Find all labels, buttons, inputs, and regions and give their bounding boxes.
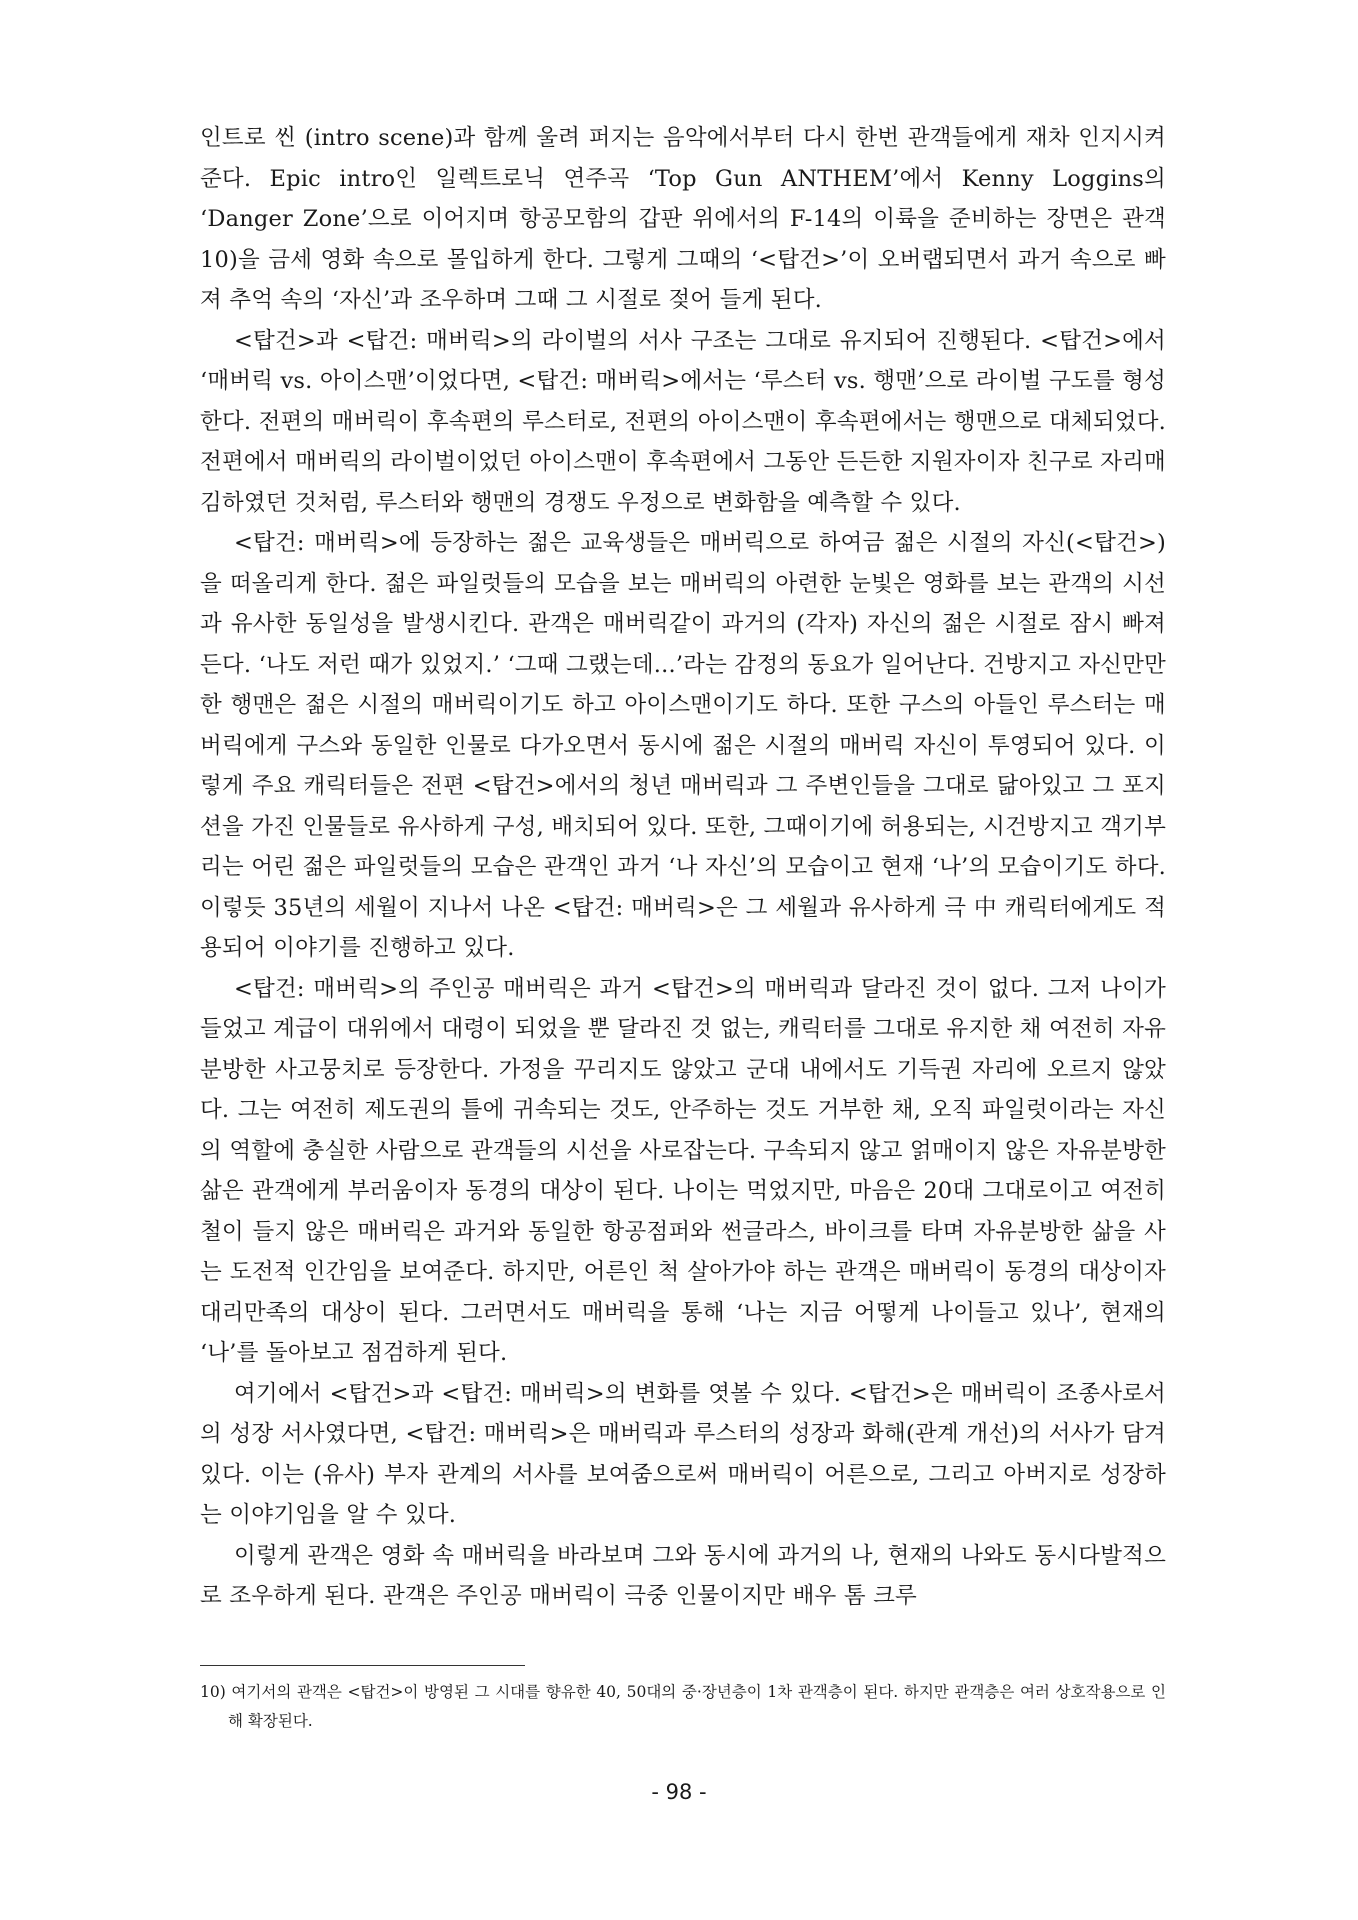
paragraph: <탑건>과 <탑건: 매버릭>의 라이벌의 서사 구조는 그대로 유지되어 진행된다. <탑건>에서 ‘매버릭 vs. 아이스맨’이었다면, <탑건: 매버릭>에서는 ‘루스터 vs. 행맨’으로 라이벌 구도를 형성한다. 전편의 매버릭이 후속편의 루스터로, 전편의 아이스맨이 후속편에서는 행맨으로 대체되었다. 전편에서 매버릭의 라이벌이었던 아이스맨이 후속편에서 그동안 든든한 지원자이자 친구로 자리매김하였던 것처럼, 루스터와 행맨의 경쟁도 우정으로 변화함을 예측할 수 있다.: [200, 327, 1166, 516]
page-number: - 98 -: [651, 1780, 707, 1804]
footnote: 10) 여기서의 관객은 <탑건>이 방영된 그 시대를 향유한 40, 50대의 중·장년층이 1차 관객층이 된다. 하지만 관객층은 여러 상호작용으로 인해 확장된다.: [200, 1683, 1166, 1730]
paragraph: <탑건: 매버릭>에 등장하는 젊은 교육생들은 매버릭으로 하여금 젊은 시절의 자신(<탑건>)을 떠올리게 한다. 젊은 파일럿들의 모습을 보는 매버릭의 아련한 눈빛은 영화를 보는 관객의 시선과 유사한 동일성을 발생시킨다. 관객은 매버릭같이 과거의 (각자) 자신의 젊은 시절로 잠시 빠져든다. ‘나도 저런 때가 있었지.’ ‘그때 그랬는데...’라는 감정의 동요가 일어난다. 건방지고 자신만만한 행맨은 젊은 시절의 매버릭이기도 하고 아이스맨이기도 하다. 또한 구스의 아들인 루스터는 매버릭에게 구스와 동일한 인물로 다가오면서 동시에 젊은 시절의 매버릭 자신이 투영되어 있다. 이렇게 주요 캐릭터들은 전편 <탑건>에서의 청년 매버릭과 그 주변인들을 그대로 닮아있고 그 포지션을 가진 인물들로 유사하게 구성, 배치되어 있다. 또한, 그때이기에 허용되는, 시건방지고 객기부리는 어린 젊은 파일럿들의 모습은 관객인 과거 ‘나 자신’의 모습이고 현재 ‘나’의 모습이기도 하다. 이렇듯 35년의 세월이 지나서 나온 <탑건: 매버릭>은 그 세월과 유사하게 극 中 캐릭터에게도 적용되어 이야기를 진행하고 있다.: [200, 530, 1166, 961]
paragraph: 여기에서 <탑건>과 <탑건: 매버릭>의 변화를 엿볼 수 있다. <탑건>은 매버릭이 조종사로서의 성장 서사였다면, <탑건: 매버릭>은 매버릭과 루스터의 성장과 화해(관계 개선)의 서사가 담겨있다. 이는 (유사) 부자 관계의 서사를 보여줌으로써 매버릭이 어른으로, 그리고 아버지로 성장하는 이야기임을 알 수 있다.: [200, 1380, 1166, 1528]
body-text: [200, 118, 1166, 1617]
paragraph: 인트로 씬 (intro scene)과 함께 울려 퍼지는 음악에서부터 다시 한번 관객들에게 재차 인지시켜준다. Epic intro인 일렉트로닉 연주곡 ‘Top Gun ANTHEM’에서 Kenny Loggins의 ‘Danger Zone’으로 이어지며 항공모함의 갑판 위에서의 F-14의 이륙을 준비하는 장면은 관객10)을 금세 영화 속으로 몰입하게 한다. 그렇게 그때의 ‘<탑건>’이 오버랩되면서 과거 속으로 빠져 추억 속의 ‘자신’과 조우하며 그때 그 시절로 젖어 들게 된다.: [200, 125, 1166, 313]
paragraph: <탑건: 매버릭>의 주인공 매버릭은 과거 <탑건>의 매버릭과 달라진 것이 없다. 그저 나이가 들었고 계급이 대위에서 대령이 되었을 뿐 달라진 것 없는, 캐릭터를 그대로 유지한 채 여전히 자유분방한 사고뭉치로 등장한다. 가정을 꾸리지도 않았고 군대 내에서도 기득권 자리에 오르지 않았다. 그는 여전히 제도권의 틀에 귀속되는 것도, 안주하는 것도 거부한 채, 오직 파일럿이라는 자신의 역할에 충실한 사람으로 관객들의 시선을 사로잡는다. 구속되지 않고 얽매이지 않은 자유분방한 삶은 관객에게 부러움이자 동경의 대상이 된다. 나이는 먹었지만, 마음은 20대 그대로이고 여전히 철이 들지 않은 매버릭은 과거와 동일한 항공점퍼와 썬글라스, 바이크를 타며 자유분방한 삶을 사는 도전적 인간임을 보여준다. 하지만, 어른인 척 살아가야 하는 관객은 매버릭이 동경의 대상이자 대리만족의 대상이 된다. 그러면서도 매버릭을 통해 ‘나는 지금 어떻게 나이들고 있나’, 현재의 ‘나’를 돌아보고 점검하게 된다.: [200, 975, 1166, 1366]
paragraph: 이렇게 관객은 영화 속 매버릭을 바라보며 그와 동시에 과거의 나, 현재의 나와도 동시다발적으로 조우하게 된다. 관객은 주인공 매버릭이 극중 인물이지만 배우 톰 크루: [200, 1542, 1166, 1609]
footnote-divider: [200, 1665, 525, 1666]
